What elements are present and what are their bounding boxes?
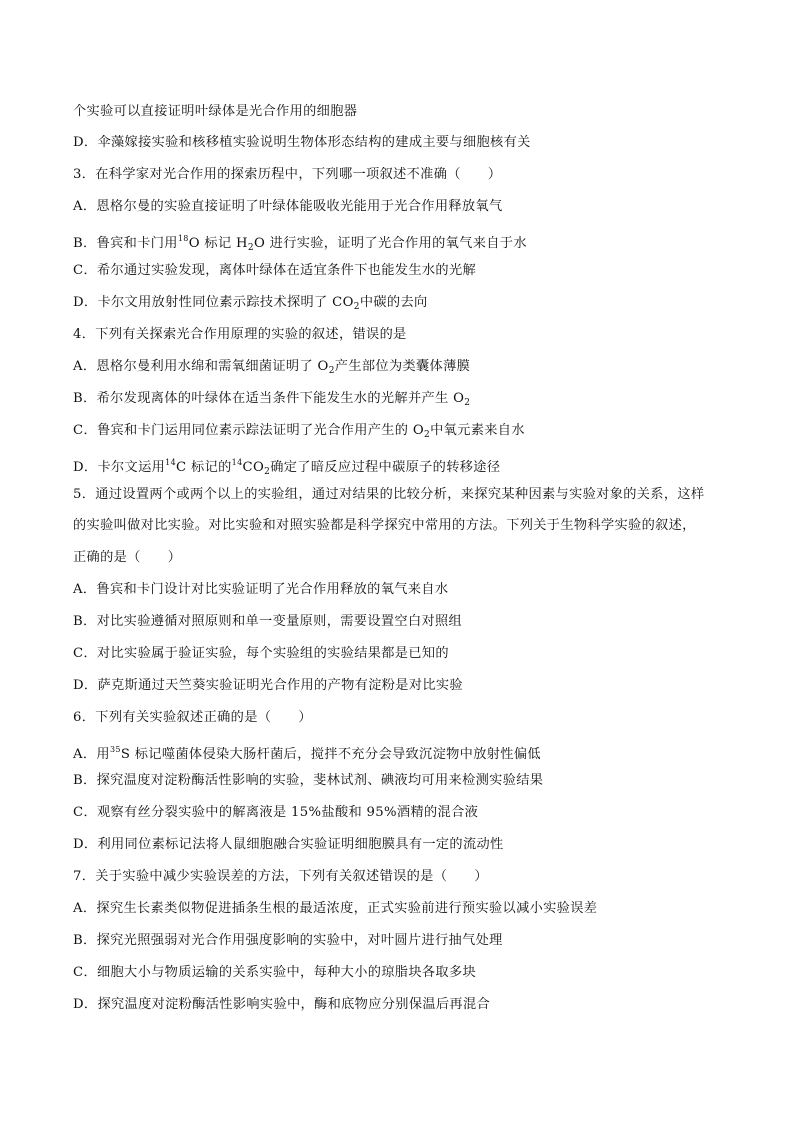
q4-option-c: C．鲁宾和卡门运用同位素示踪法证明了光合作用产生的 $O_2$中氧元素来自水 bbox=[73, 423, 525, 440]
q6-option-d: D．利用同位素标记法将人鼠细胞融合实验证明细胞膜具有一定的流动性 bbox=[73, 837, 504, 852]
q5-option-c: C．对比实验属于验证实验，每个实验组的实验结果都是已知的 bbox=[73, 646, 449, 661]
q7-stem: 7．关于实验中减少实验误差的方法，下列有关叙述错误的是（ ） bbox=[73, 869, 488, 884]
q3-option-a: A．恩格尔曼的实验直接证明了叶绿体能吸收光能用于光合作用释放氧气 bbox=[73, 199, 503, 214]
q7-option-a: A．探究生长素类似物促进插条生根的最适浓度，正式实验前进行预实验以减小实验误差 bbox=[73, 901, 598, 916]
q3-option-c: C．希尔通过实验发现，离体叶绿体在适宜条件下也能发生水的光解 bbox=[73, 263, 477, 278]
q3-stem: 3．在科学家对光合作用的探索历程中，下列哪一项叙述不准确（ ） bbox=[73, 167, 502, 182]
q4-option-d: D．卡尔文运用$^{14}$C 标记的$^{14}CO_2$确定了暗反应过程中碳原子的转移途径 bbox=[73, 458, 501, 477]
q5-stem-line-1: 5．通过设置两个或两个以上的实验组，通过对结果的比较分析，来探究某种因素与实验对象的关系，这样 bbox=[73, 487, 705, 502]
q4-option-a: A．恩格尔曼利用水绵和需氧细菌证明了 $O_2$产生部位为类囊体薄膜 bbox=[73, 359, 471, 376]
q6-option-a: A．用$^{35}$S 标记噬菌体侵染大肠杆菌后，搅拌不充分会导致沉淀物中放射性偏低 bbox=[73, 745, 541, 762]
q7-option-d: D．探究温度对淀粉酶活性影响实验中，酶和底物应分别保温后再混合 bbox=[73, 997, 491, 1012]
q5-option-d: D．萨克斯通过天竺葵实验证明光合作用的产物有淀粉是对比实验 bbox=[73, 678, 463, 693]
q2-continuation: 个实验可以直接证明叶绿体是光合作用的细胞器 bbox=[73, 104, 358, 119]
q2-option-d: D．伞藻嫁接实验和核移植实验说明生物体形态结构的建成主要与细胞核有关 bbox=[73, 135, 531, 150]
q5-stem-line-2: 的实验叫做对比实验。对比实验和对照实验都是科学探究中常用的方法。下列关于生物科学实验的叙述， bbox=[73, 518, 696, 533]
q5-stem-line-3: 正确的是（ ） bbox=[73, 550, 182, 565]
q6-option-b: B．探究温度对淀粉酶活性影响的实验，斐林试剂、碘液均可用来检测实验结果 bbox=[73, 773, 544, 788]
q7-option-b: B．探究光照强弱对光合作用强度影响的实验中，对叶圆片进行抽气处理 bbox=[73, 933, 503, 948]
q5-option-a: A．鲁宾和卡门设计对比实验证明了光合作用释放的氧气来自水 bbox=[73, 582, 449, 597]
q6-stem: 6．下列有关实验叙述正确的是（ ） bbox=[73, 710, 312, 725]
q7-option-c: C．细胞大小与物质运输的关系实验中，每种大小的琼脂块各取多块 bbox=[73, 965, 477, 980]
q3-option-b: B．鲁宾和卡门用$^{18}$O 标记 $H_2O$ 进行实验，证明了光合作用的氧气来自于水 bbox=[73, 234, 527, 253]
q5-option-b: B．对比实验遵循对照原则和单一变量原则，需要设置空白对照组 bbox=[73, 614, 463, 629]
q6-option-c: C．观察有丝分裂实验中的解离液是 15%盐酸和 95%酒精的混合液 bbox=[73, 805, 479, 820]
q4-option-b: B．希尔发现离体的叶绿体在适当条件下能发生水的光解并产生 $O_2$ bbox=[73, 391, 471, 408]
q3-option-d: D．卡尔文用放射性同位素示踪技术探明了 $CO_2$中碳的去向 bbox=[73, 295, 428, 312]
q4-stem: 4．下列有关探索光合作用原理的实验的叙述，错误的是 bbox=[73, 327, 407, 342]
